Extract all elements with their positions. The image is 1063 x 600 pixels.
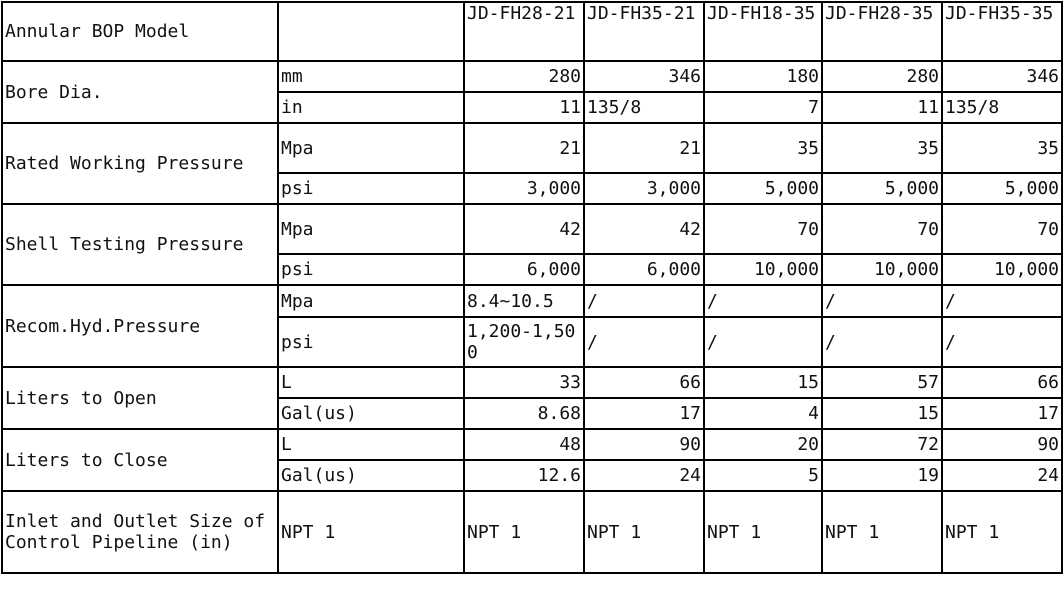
value-cell: 10,000	[704, 254, 822, 285]
annular-bop-spec-table	[1, 1, 1063, 574]
unit-cell: Gal(us)	[278, 460, 464, 491]
value-cell: 70	[822, 204, 942, 254]
value-cell: 7	[704, 92, 822, 123]
header-unit	[278, 2, 464, 61]
value-cell: NPT 1	[942, 491, 1062, 573]
row-label: Rated Working Pressure	[2, 123, 278, 204]
value-cell: 5,000	[942, 173, 1062, 204]
value-cell: 346	[584, 61, 704, 92]
model-header: JD-FH28-35	[822, 2, 942, 61]
value-cell: 21	[584, 123, 704, 173]
value-cell: 346	[942, 61, 1062, 92]
value-cell: 3,000	[584, 173, 704, 204]
value-cell: 35	[822, 123, 942, 173]
value-cell: /	[942, 285, 1062, 317]
value-cell: NPT 1	[704, 491, 822, 573]
value-cell: 66	[942, 367, 1062, 398]
value-cell: 24	[584, 460, 704, 491]
table-row	[2, 204, 1062, 254]
unit-cell: Mpa	[278, 204, 464, 254]
value-cell: 135/8	[942, 92, 1062, 123]
unit-cell: psi	[278, 173, 464, 204]
value-cell: 280	[822, 61, 942, 92]
value-cell: /	[822, 317, 942, 367]
value-cell: 24	[942, 460, 1062, 491]
row-label: Shell Testing Pressure	[2, 204, 278, 285]
value-cell: 35	[704, 123, 822, 173]
value-cell: NPT 1	[822, 491, 942, 573]
value-cell: 6,000	[584, 254, 704, 285]
value-cell: 70	[704, 204, 822, 254]
value-cell: 5	[704, 460, 822, 491]
value-cell: 3,000	[464, 173, 584, 204]
value-cell: 8.4~10.5	[464, 285, 584, 317]
value-cell: 33	[464, 367, 584, 398]
value-cell: 70	[942, 204, 1062, 254]
value-cell: 10,000	[822, 254, 942, 285]
value-cell: /	[942, 317, 1062, 367]
value-cell: 48	[464, 429, 584, 460]
unit-cell: psi	[278, 254, 464, 285]
value-cell: 20	[704, 429, 822, 460]
value-cell: 8.68	[464, 398, 584, 429]
value-cell: 180	[704, 61, 822, 92]
value-cell: NPT 1	[584, 491, 704, 573]
value-cell: 21	[464, 123, 584, 173]
value-cell: 90	[584, 429, 704, 460]
value-cell: 10,000	[942, 254, 1062, 285]
unit-cell: psi	[278, 317, 464, 367]
value-cell: 35	[942, 123, 1062, 173]
value-cell: 15	[704, 367, 822, 398]
value-cell: 5,000	[822, 173, 942, 204]
model-header: JD-FH35-35	[942, 2, 1062, 61]
value-cell: 17	[584, 398, 704, 429]
value-cell: /	[822, 285, 942, 317]
table-row	[2, 491, 1062, 573]
header-label: Annular BOP Model	[2, 2, 278, 61]
unit-cell: mm	[278, 61, 464, 92]
table-row	[2, 61, 1062, 92]
row-label: Inlet and Outlet Size of Control Pipeline (in)	[2, 491, 278, 573]
value-cell: 4	[704, 398, 822, 429]
value-cell: 11	[464, 92, 584, 123]
value-cell: 135/8	[584, 92, 704, 123]
value-cell: 72	[822, 429, 942, 460]
unit-cell: NPT 1	[278, 491, 464, 573]
row-label: Bore Dia.	[2, 61, 278, 123]
value-cell: 6,000	[464, 254, 584, 285]
row-label: Liters to Close	[2, 429, 278, 491]
table-row	[2, 367, 1062, 398]
value-cell: 15	[822, 398, 942, 429]
value-cell: /	[704, 285, 822, 317]
model-header: JD-FH28-21	[464, 2, 584, 61]
unit-cell: Mpa	[278, 285, 464, 317]
value-cell: /	[584, 317, 704, 367]
row-label: Recom.Hyd.Pressure	[2, 285, 278, 367]
unit-cell: Gal(us)	[278, 398, 464, 429]
value-cell: NPT 1	[464, 491, 584, 573]
value-cell: 12.6	[464, 460, 584, 491]
table-row	[2, 285, 1062, 317]
value-cell: 42	[584, 204, 704, 254]
value-cell: 1,200-1,500	[464, 317, 584, 367]
value-cell: /	[584, 285, 704, 317]
value-cell: 11	[822, 92, 942, 123]
header-row	[2, 2, 1062, 61]
value-cell: /	[704, 317, 822, 367]
value-cell: 42	[464, 204, 584, 254]
value-cell: 90	[942, 429, 1062, 460]
value-cell: 5,000	[704, 173, 822, 204]
model-header: JD-FH35-21	[584, 2, 704, 61]
unit-cell: L	[278, 367, 464, 398]
value-cell: 66	[584, 367, 704, 398]
value-cell: 57	[822, 367, 942, 398]
unit-cell: Mpa	[278, 123, 464, 173]
value-cell: 19	[822, 460, 942, 491]
row-label: Liters to Open	[2, 367, 278, 429]
model-header: JD-FH18-35	[704, 2, 822, 61]
unit-cell: L	[278, 429, 464, 460]
unit-cell: in	[278, 92, 464, 123]
value-cell: 280	[464, 61, 584, 92]
table-row	[2, 429, 1062, 460]
value-cell: 17	[942, 398, 1062, 429]
table-row	[2, 123, 1062, 173]
